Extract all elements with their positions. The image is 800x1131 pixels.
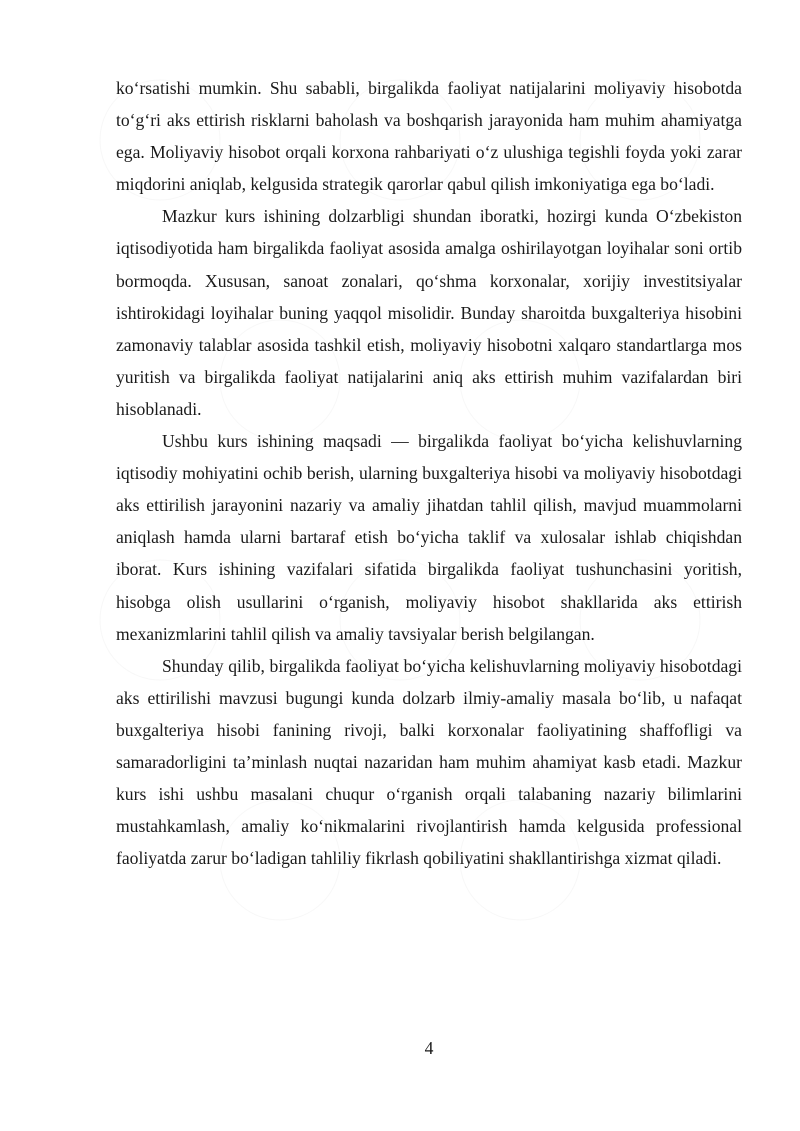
- paragraph-purpose: Ushbu kurs ishining maqsadi — birgalikda faoliyat bo‘yicha kelishuvlarning iqtisodiy mohiyatini ochib berish, ularning buxgalteriya hisobi va moliyaviy hisobotdagi aks ettirilish jarayonini nazariy va amaliy jihatdan tahlil qilish, mavjud muammolarni aniqlash hamda ularni bartaraf etish bo‘yicha taklif va xulosalar ishlab chiqishdan iborat. Kurs ishining vazifalari sifatida birgalikda faoliyat tushunchasini yoritish, hisobga olish usullarini o‘rganish, moliyaviy hisobot shakllarida aks ettirish mexanizmlarini tahlil qilish va amaliy tavsiyalar berish belgilangan.: [116, 431, 742, 644]
- paragraph-relevance: Mazkur kurs ishining dolzarbligi shundan iboratki, hozirgi kunda O‘zbekiston iqtisodiyotida ham birgalikda faoliyat asosida amalga oshirilayotgan loyihalar soni ortib bormoqda. Xususan, sanoat zonalari, qo‘shma korxonalar, xorijiy investitsiyalar ishtirokidagi loyihalar buning yaqqol misolidir. Bunday sharoitda buxgalteriya hisobini zamonaviy talablar asosida tashkil etish, moliyaviy hisobotni xalqaro standartlarga mos yuritish va birgalikda faoliyat natijalarini aniq aks ettirish muhim vazifalardan biri hisoblanadi.: [116, 206, 742, 419]
- paragraph-conclusion: Shunday qilib, birgalikda faoliyat bo‘yicha kelishuvlarning moliyaviy hisobotdagi aks ettirilishi mavzusi bugungi kunda dolzarb ilmiy-amaliy masala bo‘lib, u nafaqat buxgalteriya hisobi fanining rivoji, balki korxonalar faoliyatining shaffofligi va samaradorligini ta’minlash nuqtai nazaridan ham muhim ahamiyat kasb etadi. Mazkur kurs ishi ushbu masalani chuqur o‘rganish orqali talabaning nazariy bilimlarini mustahkamlash, amaliy ko‘nikmalarini rivojlantirish hamda kelgusida professional faoliyatda zarur bo‘ladigan tahliliy fikrlash qobiliyatini shakllantirishga xizmat qiladi.: [116, 655, 742, 869]
- paragraph-continuation: ko‘rsatishi mumkin. Shu sababli, birgalikda faoliyat natijalarini moliyaviy hisobotda to‘g‘ri aks ettirish risklarni baholash va boshqarish jarayonida ham muhim ahamiyatga ega. Moliyaviy hisobot orqali korxona rahbariyati o‘z ulushiga tegishli foyda yoki zarar miqdorini aniqlab, kelgusida strategik qarorlar qabul qilish imkoniyatiga ega bo‘ladi.: [116, 78, 742, 195]
- body-text: [116, 72, 742, 874]
- page-number: 4: [424, 1038, 434, 1058]
